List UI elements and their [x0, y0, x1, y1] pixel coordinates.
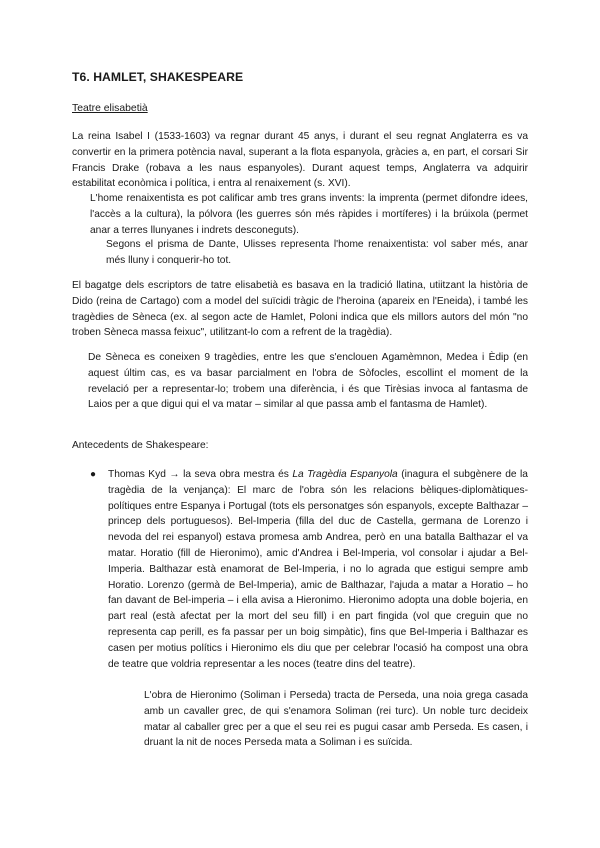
work-title: La Tragèdia Espanyola [292, 469, 398, 480]
bullet-body: (inagura el subgènere de la tragèdia de la venjança): El marc de l'obra són les relacions bèliques-diplomàtiques-polítiques entre Espanya i Portugal (tots els personatges són espanyols, excepte Balthazar – princep dels portuguesos). Bel-Imperia (filla del duc de Castella, germana de Lorenzo i nevoda del rei espanyol) estava promesa amb Andrea, però en una batalla Balthazar el va matar. Horatio (fill de Hieronimo), amic d'Andrea i Bel-Imperia, vol consolar i ajudar a Bel-Imperia. Balthazar està enamorat de Bel-Imperia, i no lo agrada que estigui sempre amb Horatio. Lorenzo (germà de Bel-Imperia), amic de Balthazar, l'ajuda a matar a Horatio – ho fan davant de Bel-imperia – i ella avisa a Hieronimo. Hieronimo adopta una doble bojeria, en part real (està afectat per la mort del seu fill) i en part fingida (vol que creguin que no representa cap perill, es fa passar per un boig simpàtic), fins que Bel-Imperia i Balthazar es casen per motius polítics i Hieronimo els diu que per celebrar l'ocasió ha compost una obra de teatre que voldria representar a les noces (teatre dins del teatre). [108, 469, 528, 670]
paragraph-reina-isabel: La reina Isabel I (1533-1603) va regnar durant 45 anys, i durant el seu regnat Anglaterra es va convertir en la primera potència naval, superant a la flota espanyola, gràcies a, en part, el corsari Sir Francis Drake (robava a les naus espanyoles). Durant aquest temps, Anglaterra va adquirir estabilitat econòmica i política, i entra al renaixement (s. XVI). [72, 131, 528, 190]
paragraph-seneca: De Sèneca es coneixen 9 tragèdies, entre les que s'enclouen Agamèmnon, Medea i Èdip (en aquest últim cas, es va basar parcialment en l'obra de Sòfocles, escollint el moment de la revelació per a representar-lo; trobem una diferència, i és que Tirèsias invoca al fantasma de Laios per a que digui qui el va matar – similar al que passa amb el fantasma de Hamlet). [88, 352, 528, 411]
paragraph-home-renaixentista: L'home renaixentista es pot calificar amb tres grans invents: la imprenta (permet difondre idees, l'accès a la cultura), la pólvora (les guerres són més ràpides i mortíferes) i la brúixola (permet anar a terres llunyanes i indrets desconeguts). [90, 193, 528, 236]
section-heading: Teatre elisabetià [72, 103, 148, 114]
antecedents-heading: Antecedents de Shakespeare: [72, 440, 209, 451]
paragraph-bagatge: El bagatge dels escriptors de tatre elisabetià es basava en la tradició llatina, utiitzant la història de Dido (reina de Cartago) com a model del suïcidi tràgic de l'heroina (apareix en l'Eneida), i també les tragèdies de Sèneca (ex. al segon acte de Hamlet, Poloni indica que els millors autors del món "no troben Sèneca massa feixuc", utilitzant-lo com a refrent de la tragèdia). [72, 280, 528, 339]
paragraph-soliman-perseda: L'obra de Hieronimo (Soliman i Perseda) tracta de Perseda, una noia grega casada amb un cavaller grec, de qui s'enamora Soliman (rei turc). Un noble turc decideix matar al caballer grec per a que el seu rei es pugui casar amb Perseda. Es casen, i druant la nit de noces Perseda mata a Soliman i es suïcida. [144, 690, 528, 749]
paragraph-dante: Segons el prisma de Dante, Ulisses representa l'home renaixentista: vol saber més, anar més lluny i conquerir-ho tot. [106, 239, 528, 266]
bullet-intro: Thomas Kyd → la seva obra mestra és [108, 469, 293, 480]
bullet-marker: ● [90, 469, 97, 480]
bullet-thomas-kyd [108, 467, 528, 672]
document-title: T6. HAMLET, SHAKESPEARE [72, 70, 244, 84]
